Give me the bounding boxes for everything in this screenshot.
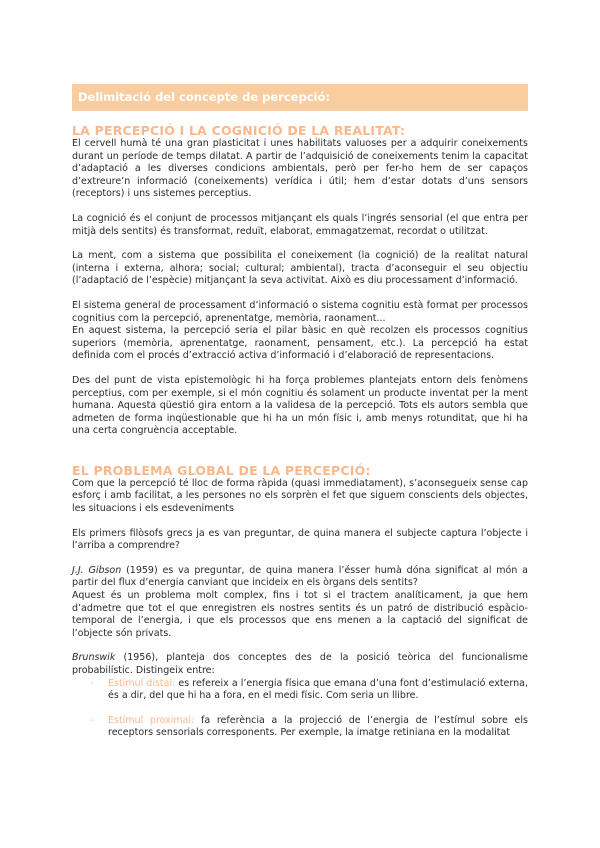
term-label: Estímul proximal:: [108, 714, 195, 726]
list-item: [72, 678, 528, 703]
paragraph: La ment, com a sistema que possibilita el coneixement (la cognició) de la realitat natural (interna i externa, alhora; social; cultural; ambiental), tracta d’aconseguir el seu objectiu (l’adaptació de l’espècie) mitjançant la seva activitat. Això es diu processament d’informació.: [72, 250, 528, 287]
paragraph-text: (1959) es va preguntar, de quina manera l’ésser humà dóna significat al món a partir del flux d’energia canviant que incideix en els òrgans dels sentits?: [72, 564, 529, 589]
paragraph: Des del punt de vista epistemològic hi ha força problemes plantejats entorn dels fenòmens perceptius, com per exemple, si el món cognitiu és solament un producte inventat per la ment humana. Aquesta qüestió gira entorn a la validesa de la percepció. Tots els autors sembla que admeten de forma inqüestionable que hi ha un món físic i, amb menys rotunditat, que hi ha una certa congruència acceptable.: [72, 374, 528, 437]
section-banner: Delimitació del concepte de percepció:: [72, 84, 528, 111]
list-item: [72, 715, 528, 740]
paragraph: La cognició és el conjunt de processos mitjançant els quals l’ingrés sensorial (el que entra per mitjà dels sentits) és transformat, reduït, elaborat, emmagatzemat, recordat o utilitzat.: [72, 212, 528, 237]
paragraph: En aquest sistema, la percepció seria el pilar bàsic en què recolzen els processos cognitius superiors (memòria, aprenentatge, raonament, pensament, etc.). La percepció ha estat definida com el procés d’extracció activa d’informació i d’elaboració de representacions.: [72, 325, 528, 362]
paragraph: Aquest és un problema molt complex, fins i tot si el tractem analíticament, ja que hem d’admetre que tot el que enregistren els nostres sentits és un patró de distribució espàcio-temporal de l’energia, i que els processos que ens menen a la captació del significat de l’objecte són privats.: [72, 590, 528, 639]
paragraph: Com que la percepció té lloc de forma ràpida (quasi immediatament), s’aconsegueix sense cap esforç i amb facilitat, a les persones no els sorprèn el fet que siguem conscients dels objectes, les situacions i els esdeveniments: [72, 477, 528, 515]
paragraph: [72, 565, 528, 590]
bullet-list: [72, 678, 528, 740]
section-heading-perception-cognition: LA PERCEPCIÓ I LA COGNICIÓ DE LA REALITAT:: [72, 123, 406, 138]
dash-marker: -: [90, 714, 94, 726]
author-name: J.J. Gibson: [72, 564, 122, 576]
term-description: fa referència a la projecció de l’energia de l’estímul sobre els receptors sensorials corresponents. Per exemple, la imatge retiniana en la modalitat: [108, 714, 528, 739]
term-description: es refereix a l’energia física que emana d’una font d’estimulació externa, és a dir, del que hi ha a fora, en el medi físic. Com seria un llibre.: [108, 677, 528, 702]
dash-marker: -: [90, 677, 94, 689]
paragraph: [72, 652, 528, 677]
paragraph: Els primers filòsofs grecs ja es van preguntar, de quina manera el subjecte captura l’objecte i l’arriba a comprendre?: [72, 527, 528, 552]
author-name: Brunswik: [72, 652, 116, 664]
term-label: Estímul distal:: [108, 677, 176, 689]
paragraph: El cervell humà té una gran plasticitat i unes habilitats valuoses per a adquirir coneixements durant un període de temps dilatat. A partir de l’adquisició de coneixements tenim la capacitat d’adaptació a les diverses condicions ambientals, però per fer-ho hem de ser capaços d’extreure’n informació (coneixements) verídica i útil; hem d’estar dotats d’uns sensors (receptors) i uns sistemes perceptius.: [72, 138, 528, 200]
paragraph: El sistema general de processament d’informació o sistema cognitiu està format per processos cognitius com la percepció, aprenentatge, memòria, raonament...: [72, 299, 528, 324]
paragraph-text: (1956), planteja dos conceptes des de la posició teòrica del funcionalisme probabilístic. Distingeix entre:: [72, 652, 528, 676]
document-body: [72, 124, 528, 740]
section-heading-global-problem: EL PROBLEMA GLOBAL DE LA PERCEPCIÓ:: [72, 462, 371, 478]
